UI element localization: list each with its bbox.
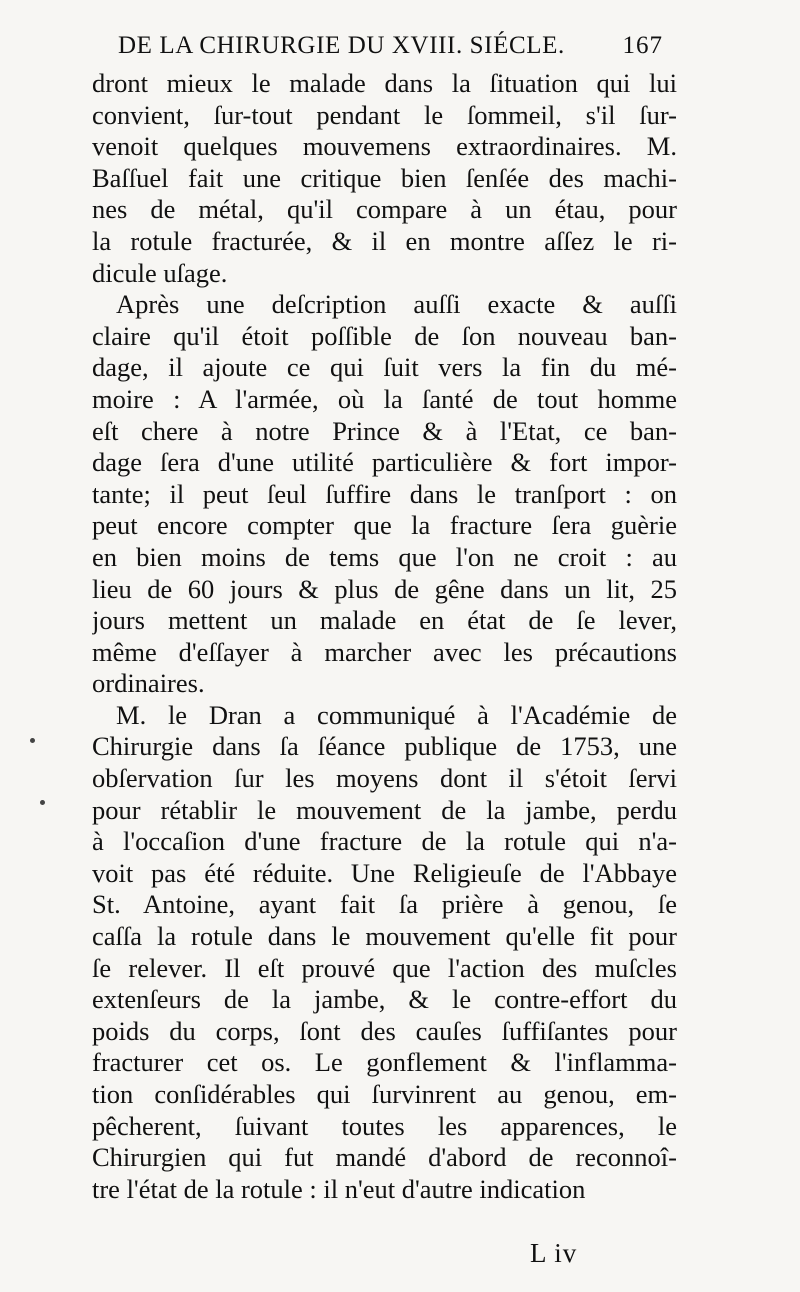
text-line: M. le Dran a communiqué à l'Académie de [116,699,677,730]
text-line: poids du corps, ſont des cauſes ſuffiſantes pour [92,1015,677,1046]
running-title: DE LA CHIRURGIE DU XVIII. SIÉCLE. [118,32,565,59]
page-number: 167 [622,32,663,59]
body-text [92,68,677,1205]
text-line: la rotule fracturée, & il en montre aſſez le ri- [92,225,677,256]
text-line: voit pas été réduite. Une Religieuſe de l'Abbaye [92,857,677,888]
text-line: dront mieux le malade dans la ſituation qui lui [92,68,677,98]
text-line: St. Antoine, ayant fait ſa prière à genou, ſe [92,889,677,920]
margin-dot [40,800,45,805]
signature-mark: L iv [530,1238,578,1268]
text-line: à l'occaſion d'une fracture de la rotule qui n'a- [92,826,677,857]
text-line: Chirurgie dans ſa ſéance publique de 1753, une [92,731,677,762]
text-line: tre l'état de la rotule : il n'eut d'autre indication [92,1173,586,1204]
text-line: tante; il peut ſeul ſuffire dans le tranſport : on [92,478,677,509]
text-line: pêcherent, ſuivant toutes les apparences, le [92,1110,677,1141]
text-line: même d'eſſayer à marcher avec les précautions [92,636,677,667]
text-line: moire : A l'armée, où la ſanté de tout homme [92,383,677,414]
text-line: lieu de 60 jours & plus de gêne dans un lit, 25 [92,573,677,604]
text-line: claire qu'il étoit poſſible de ſon nouveau ban- [92,320,677,351]
text-line: eſt chere à notre Prince & à l'Etat, ce ban- [92,415,677,446]
text-line: Chirurgien qui fut mandé d'abord de reconnoî- [92,1142,677,1173]
text-line: tion conſidérables qui ſurvinrent au genou, em- [92,1079,677,1109]
text-line: jours mettent un malade en état de ſe lever, [92,605,677,636]
text-line: Après une deſcription auſſi exacte & auſſi [116,289,677,320]
paragraph [92,700,677,1206]
text-line: extenſeurs de la jambe, & le contre-effort du [92,984,677,1015]
text-line: ſe relever. Il eſt prouvé que l'action des muſcles [92,952,677,983]
text-line: dage, il ajoute ce qui ſuit vers la fin du mé- [92,352,677,383]
text-line: dage ſera d'une utilité particulière & fort impor- [92,447,677,478]
paragraph [92,68,677,289]
text-line: caſſa la rotule dans le mouvement qu'elle fit pour [92,921,677,952]
text-line: venoit quelques mouvemens extraordinaires. M. [92,131,677,162]
text-line: convient, ſur-tout pendant le ſommeil, s'il ſur- [92,99,677,130]
paragraph [92,289,677,700]
text-line: Baſſuel fait une critique bien ſenſée des machi- [92,162,677,193]
text-line: nes de métal, qu'il compare à un étau, pour [92,194,677,225]
text-line: peut encore compter que la fracture ſera guèrie [92,510,677,541]
text-line: en bien moins de tems que l'on ne croit : au [92,541,677,572]
running-header [118,32,663,60]
text-line: pour rétablir le mouvement de la jambe, perdu [92,794,677,825]
margin-dot [30,738,35,743]
text-line: dicule uſage. [92,257,228,288]
text-line: obſervation ſur les moyens dont il s'étoit ſervi [92,763,677,794]
text-line: ordinaires. [92,668,205,699]
text-line: fracturer cet os. Le gonflement & l'inflamma- [92,1047,677,1078]
